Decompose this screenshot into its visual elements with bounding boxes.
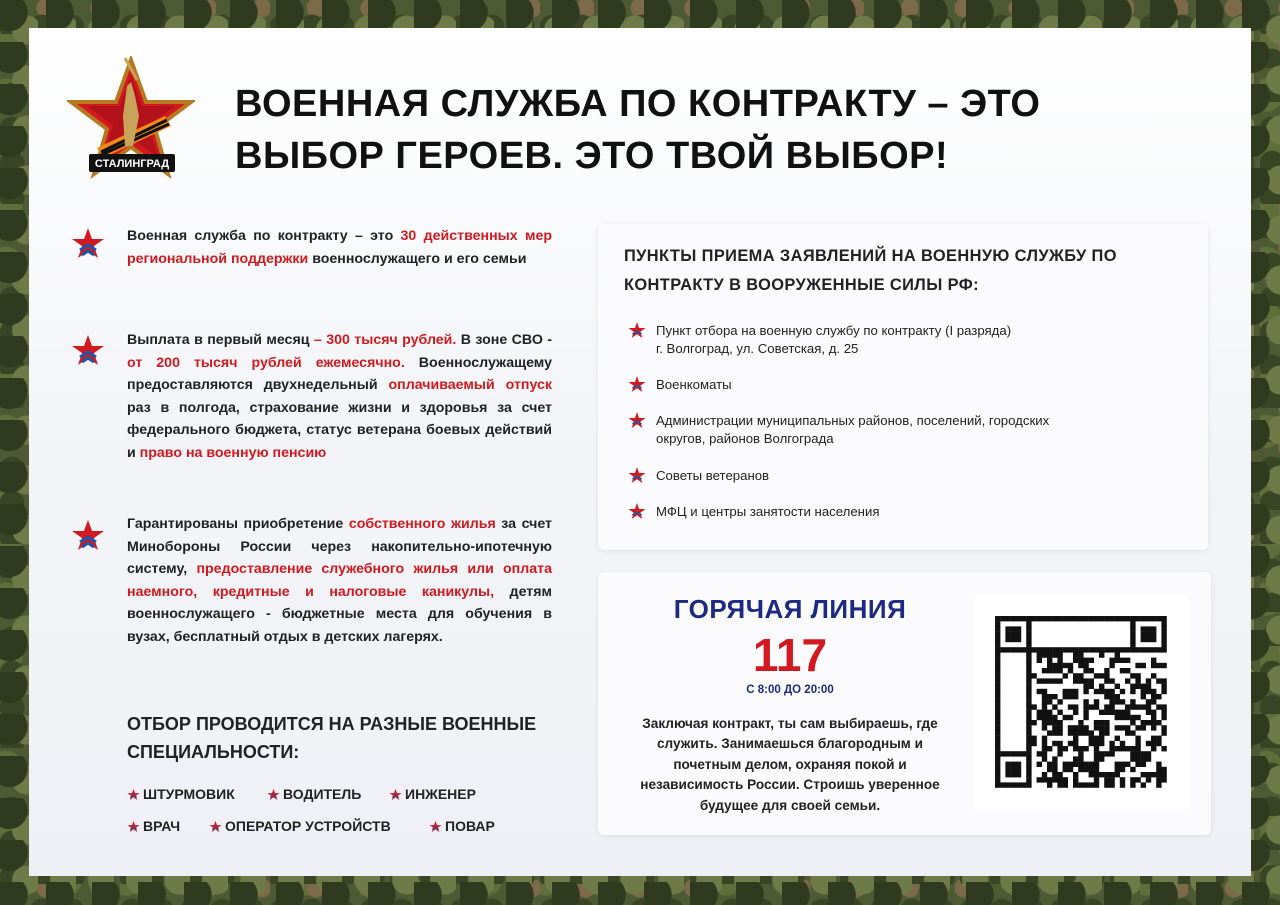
specialty-item: ПОВАР bbox=[429, 818, 495, 834]
specialty-item: ОПЕРАТОР УСТРОЙСТВ bbox=[209, 818, 429, 834]
army-star-icon bbox=[71, 226, 105, 260]
point-item: Военкоматы bbox=[628, 376, 732, 394]
hotline-title: ГОРЯЧАЯ ЛИНИЯ bbox=[673, 594, 907, 624]
specialty-item: ВРАЧ bbox=[127, 818, 209, 834]
specialties-title: ОТБОР ПРОВОДИТСЯ НА РАЗНЫЕ ВОЕННЫЕ СПЕЦИАЛЬНОСТИ: bbox=[127, 714, 537, 762]
army-star-icon bbox=[628, 321, 646, 339]
army-star-icon bbox=[267, 788, 280, 801]
point-item: МФЦ и центры занятости населения bbox=[628, 503, 879, 521]
hotline-card bbox=[598, 572, 1211, 835]
army-star-icon bbox=[628, 466, 646, 484]
points-title: ПУНКТЫ ПРИЕМА ЗАЯВЛЕНИЙ НА ВОЕННУЮ СЛУЖБУ ПО КОНТРАКТУ В ВООРУЖЕННЫЕ СИЛЫ РФ: bbox=[624, 247, 1117, 294]
army-star-icon bbox=[389, 788, 402, 801]
paragraph-3: Гарантированы приобретение собственного жилья за счет Минобороны России через накопительно-ипотечную систему, предоставление служебного жилья или оплата наемного, кредитные и налоговые каникулы, детям военнослужащего - бюджетные места для обучения в вузах, бесплатный отдых в детских лагерях. bbox=[127, 516, 552, 645]
hotline-hours: С 8:00 ДО 20:00 bbox=[746, 684, 834, 696]
logo-label: СТАЛИНГРАД bbox=[94, 158, 170, 170]
army-star-icon bbox=[127, 820, 140, 833]
specialties-row-2 bbox=[127, 818, 495, 834]
poster bbox=[29, 28, 1251, 876]
army-star-icon bbox=[71, 333, 105, 367]
point-item: Пункт отбора на военную службу по контракту (I разряда) г. Волгоград, ул. Советская, д. 25 bbox=[628, 322, 1011, 358]
army-star-icon bbox=[628, 502, 646, 520]
stalingrad-star-logo-icon bbox=[67, 56, 195, 186]
hotline-text: Заключая контракт, ты сам выбираешь, где служить. Занимаешься благородным и почетным делом, охраняя покой и независимость России. Строишь уверенное будущее для своей семьи. bbox=[640, 716, 940, 813]
specialties-row-1 bbox=[127, 786, 476, 802]
page-title: ВОЕННАЯ СЛУЖБА ПО КОНТРАКТУ – ЭТО ВЫБОР ГЕРОЕВ. ЭТО ТВОЙ ВЫБОР! bbox=[235, 83, 1041, 177]
point-item: Администрации муниципальных районов, поселений, городских округов, районов Волгограда bbox=[628, 412, 1049, 448]
specialty-item: ШТУРМОВИК bbox=[127, 786, 267, 802]
qr-code[interactable] bbox=[973, 594, 1190, 811]
army-star-icon bbox=[429, 820, 442, 833]
application-points-card bbox=[598, 224, 1208, 550]
army-star-icon bbox=[127, 788, 140, 801]
specialty-item: ВОДИТЕЛЬ bbox=[267, 786, 389, 802]
hotline-number[interactable]: 117 bbox=[752, 629, 828, 681]
qr-code-icon bbox=[973, 594, 1190, 811]
paragraph-2: Выплата в первый месяц – 300 тысяч рублей. В зоне СВО - от 200 тысяч рублей ежемесячно. Военнослужащему предоставляются двухнедельный оплачиваемый отпуск раз в полгода, страхование жизни и здоровья за счет федерального бюджета, статус ветерана боевых действий и право на военную пенсию bbox=[127, 332, 553, 461]
army-star-icon bbox=[71, 518, 105, 552]
specialty-item: ИНЖЕНЕР bbox=[389, 786, 476, 802]
point-item: Советы ветеранов bbox=[628, 467, 769, 485]
army-star-icon bbox=[628, 411, 646, 429]
army-star-icon bbox=[628, 375, 646, 393]
paragraph-1: Военная служба по контракту – это 30 действенных мер региональной поддержки военнослужащего и его семьи bbox=[127, 228, 553, 267]
army-star-icon bbox=[209, 820, 222, 833]
